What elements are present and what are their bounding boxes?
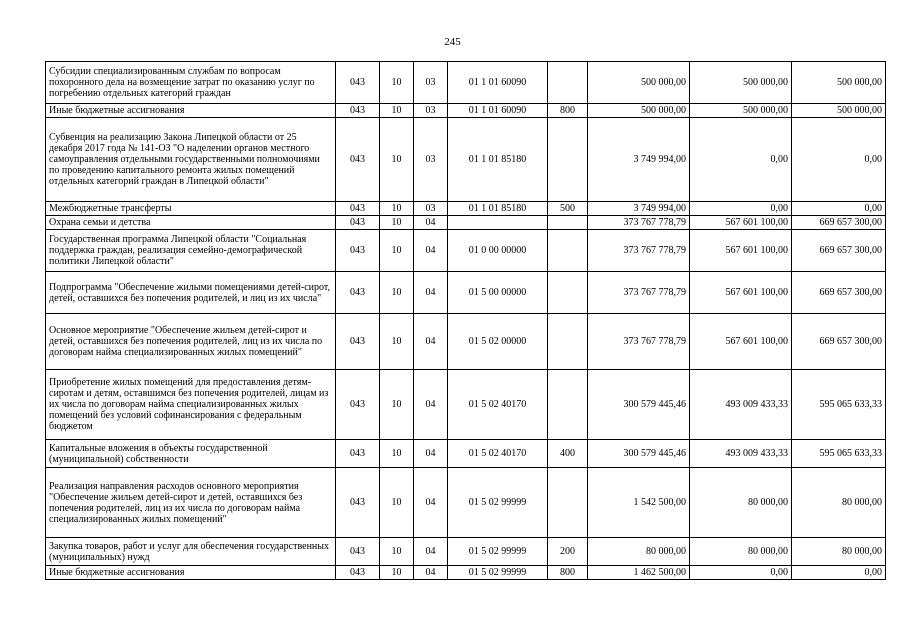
target-article-code: 01 5 02 99999: [448, 538, 548, 566]
amount-year-2: 567 601 100,00: [690, 272, 792, 314]
amount-year-3: 669 657 300,00: [792, 272, 886, 314]
expense-type-code: [548, 468, 588, 538]
amount-year-3: 595 065 633,33: [792, 370, 886, 440]
amount-year-1: 300 579 445,46: [588, 440, 690, 468]
amount-year-2: 567 601 100,00: [690, 230, 792, 272]
target-article-code: 01 0 00 00000: [448, 230, 548, 272]
amount-year-3: 80 000,00: [792, 538, 886, 566]
subsection-code: 04: [414, 230, 448, 272]
row-description: Иные бюджетные ассигнования: [46, 566, 336, 580]
row-description: Субвенция на реализацию Закона Липецкой области от 25 декабря 2017 года № 141-ОЗ "О наделении органов местного самоуправления отдельными государственными полномочиями по проведению капитального ремонта жилых помещений отдельных категорий граждан в Липецкой области": [46, 118, 336, 202]
amount-year-1: 373 767 778,79: [588, 230, 690, 272]
ministry-code: 043: [336, 230, 380, 272]
amount-year-2: 80 000,00: [690, 468, 792, 538]
row-description: Приобретение жилых помещений для предоставления детям-сиротам и детям, оставшимся без попечения родителей, лицам из их числа по договорам найма специализированных жилых помещений без условий софинансирования с федеральным бюджетом: [46, 370, 336, 440]
section-code: 10: [380, 468, 414, 538]
amount-year-1: 1 462 500,00: [588, 566, 690, 580]
expense-type-code: [548, 118, 588, 202]
section-code: 10: [380, 202, 414, 216]
subsection-code: 03: [414, 202, 448, 216]
ministry-code: 043: [336, 370, 380, 440]
subsection-code: 04: [414, 216, 448, 230]
expense-type-code: [548, 272, 588, 314]
amount-year-1: 80 000,00: [588, 538, 690, 566]
amount-year-2: 493 009 433,33: [690, 440, 792, 468]
target-article-code: 01 1 01 85180: [448, 202, 548, 216]
target-article-code: 01 1 01 60090: [448, 62, 548, 104]
section-code: 10: [380, 538, 414, 566]
target-article-code: 01 5 02 99999: [448, 468, 548, 538]
table-row: [46, 468, 886, 538]
amount-year-1: 500 000,00: [588, 62, 690, 104]
amount-year-2: 0,00: [690, 202, 792, 216]
row-description: Межбюджетные трансферты: [46, 202, 336, 216]
subsection-code: 04: [414, 566, 448, 580]
target-article-code: 01 5 02 99999: [448, 566, 548, 580]
subsection-code: 04: [414, 370, 448, 440]
target-article-code: 01 1 01 85180: [448, 118, 548, 202]
row-description: Реализация направления расходов основного мероприятия "Обеспечение жильем детей-сирот и детей, оставшихся без попечения родителей, лиц из их числа по договорам найма специализированных жилых помещений": [46, 468, 336, 538]
table-row: [46, 566, 886, 580]
section-code: 10: [380, 104, 414, 118]
section-code: 10: [380, 216, 414, 230]
amount-year-3: 0,00: [792, 118, 886, 202]
amount-year-2: 500 000,00: [690, 62, 792, 104]
table-row: [46, 370, 886, 440]
amount-year-2: 493 009 433,33: [690, 370, 792, 440]
expense-type-code: 500: [548, 202, 588, 216]
amount-year-3: 500 000,00: [792, 62, 886, 104]
ministry-code: 043: [336, 118, 380, 202]
ministry-code: 043: [336, 314, 380, 370]
amount-year-3: 0,00: [792, 566, 886, 580]
amount-year-2: 0,00: [690, 566, 792, 580]
amount-year-1: 300 579 445,46: [588, 370, 690, 440]
subsection-code: 04: [414, 440, 448, 468]
row-description: Капитальные вложения в объекты государственной (муниципальной) собственности: [46, 440, 336, 468]
section-code: 10: [380, 370, 414, 440]
amount-year-1: 373 767 778,79: [588, 314, 690, 370]
amount-year-3: 595 065 633,33: [792, 440, 886, 468]
row-description: Основное мероприятие "Обеспечение жильем детей-сирот и детей, оставшихся без попечения родителей, лиц из их числа по договорам найма специализированных жилых помещений": [46, 314, 336, 370]
amount-year-3: 80 000,00: [792, 468, 886, 538]
subsection-code: 04: [414, 314, 448, 370]
amount-year-2: 500 000,00: [690, 104, 792, 118]
section-code: 10: [380, 272, 414, 314]
amount-year-3: 500 000,00: [792, 104, 886, 118]
amount-year-2: 567 601 100,00: [690, 314, 792, 370]
table-row: [46, 440, 886, 468]
row-description: Иные бюджетные ассигнования: [46, 104, 336, 118]
expense-type-code: [548, 216, 588, 230]
row-description: Закупка товаров, работ и услуг для обеспечения государственных (муниципальных) нужд: [46, 538, 336, 566]
expense-type-code: 200: [548, 538, 588, 566]
table-row: [46, 104, 886, 118]
expense-type-code: 800: [548, 566, 588, 580]
amount-year-1: 373 767 778,79: [588, 272, 690, 314]
row-description: Подпрограмма "Обеспечение жилыми помещениями детей-сирот, детей, оставшихся без попечения родителей, и лиц из их числа": [46, 272, 336, 314]
expense-type-code: [548, 370, 588, 440]
page-number: 245: [444, 36, 461, 48]
target-article-code: 01 5 02 40170: [448, 440, 548, 468]
section-code: 10: [380, 230, 414, 272]
subsection-code: 04: [414, 538, 448, 566]
target-article-code: 01 5 02 00000: [448, 314, 548, 370]
ministry-code: 043: [336, 62, 380, 104]
table-row: [46, 62, 886, 104]
row-description: Государственная программа Липецкой области "Социальная поддержка граждан, реализация семейно-демографической политики Липецкой области": [46, 230, 336, 272]
section-code: 10: [380, 440, 414, 468]
table-row: [46, 216, 886, 230]
ministry-code: 043: [336, 440, 380, 468]
amount-year-2: 80 000,00: [690, 538, 792, 566]
target-article-code: 01 5 02 40170: [448, 370, 548, 440]
section-code: 10: [380, 118, 414, 202]
table-row: [46, 230, 886, 272]
budget-table: [45, 61, 886, 580]
target-article-code: 01 1 01 60090: [448, 104, 548, 118]
amount-year-1: 3 749 994,00: [588, 118, 690, 202]
subsection-code: 03: [414, 104, 448, 118]
amount-year-2: 567 601 100,00: [690, 216, 792, 230]
row-description: Субсидии специализированным службам по вопросам похоронного дела на возмещение затрат по оказанию услуг по погребению отдельных категорий граждан: [46, 62, 336, 104]
ministry-code: 043: [336, 272, 380, 314]
ministry-code: 043: [336, 216, 380, 230]
table-row: [46, 272, 886, 314]
subsection-code: 04: [414, 468, 448, 538]
ministry-code: 043: [336, 468, 380, 538]
ministry-code: 043: [336, 538, 380, 566]
subsection-code: 04: [414, 272, 448, 314]
amount-year-2: 0,00: [690, 118, 792, 202]
amount-year-3: 669 657 300,00: [792, 230, 886, 272]
ministry-code: 043: [336, 104, 380, 118]
amount-year-1: 500 000,00: [588, 104, 690, 118]
subsection-code: 03: [414, 62, 448, 104]
amount-year-1: 1 542 500,00: [588, 468, 690, 538]
expense-type-code: [548, 230, 588, 272]
amount-year-3: 669 657 300,00: [792, 216, 886, 230]
expense-type-code: [548, 62, 588, 104]
ministry-code: 043: [336, 566, 380, 580]
amount-year-3: 669 657 300,00: [792, 314, 886, 370]
table-row: [46, 314, 886, 370]
section-code: 10: [380, 566, 414, 580]
target-article-code: 01 5 00 00000: [448, 272, 548, 314]
expense-type-code: 800: [548, 104, 588, 118]
row-description: Охрана семьи и детства: [46, 216, 336, 230]
table-row: [46, 538, 886, 566]
expense-type-code: 400: [548, 440, 588, 468]
amount-year-3: 0,00: [792, 202, 886, 216]
amount-year-1: 373 767 778,79: [588, 216, 690, 230]
subsection-code: 03: [414, 118, 448, 202]
section-code: 10: [380, 62, 414, 104]
table-row: [46, 118, 886, 202]
amount-year-1: 3 749 994,00: [588, 202, 690, 216]
target-article-code: [448, 216, 548, 230]
section-code: 10: [380, 314, 414, 370]
table-row: [46, 202, 886, 216]
expense-type-code: [548, 314, 588, 370]
ministry-code: 043: [336, 202, 380, 216]
